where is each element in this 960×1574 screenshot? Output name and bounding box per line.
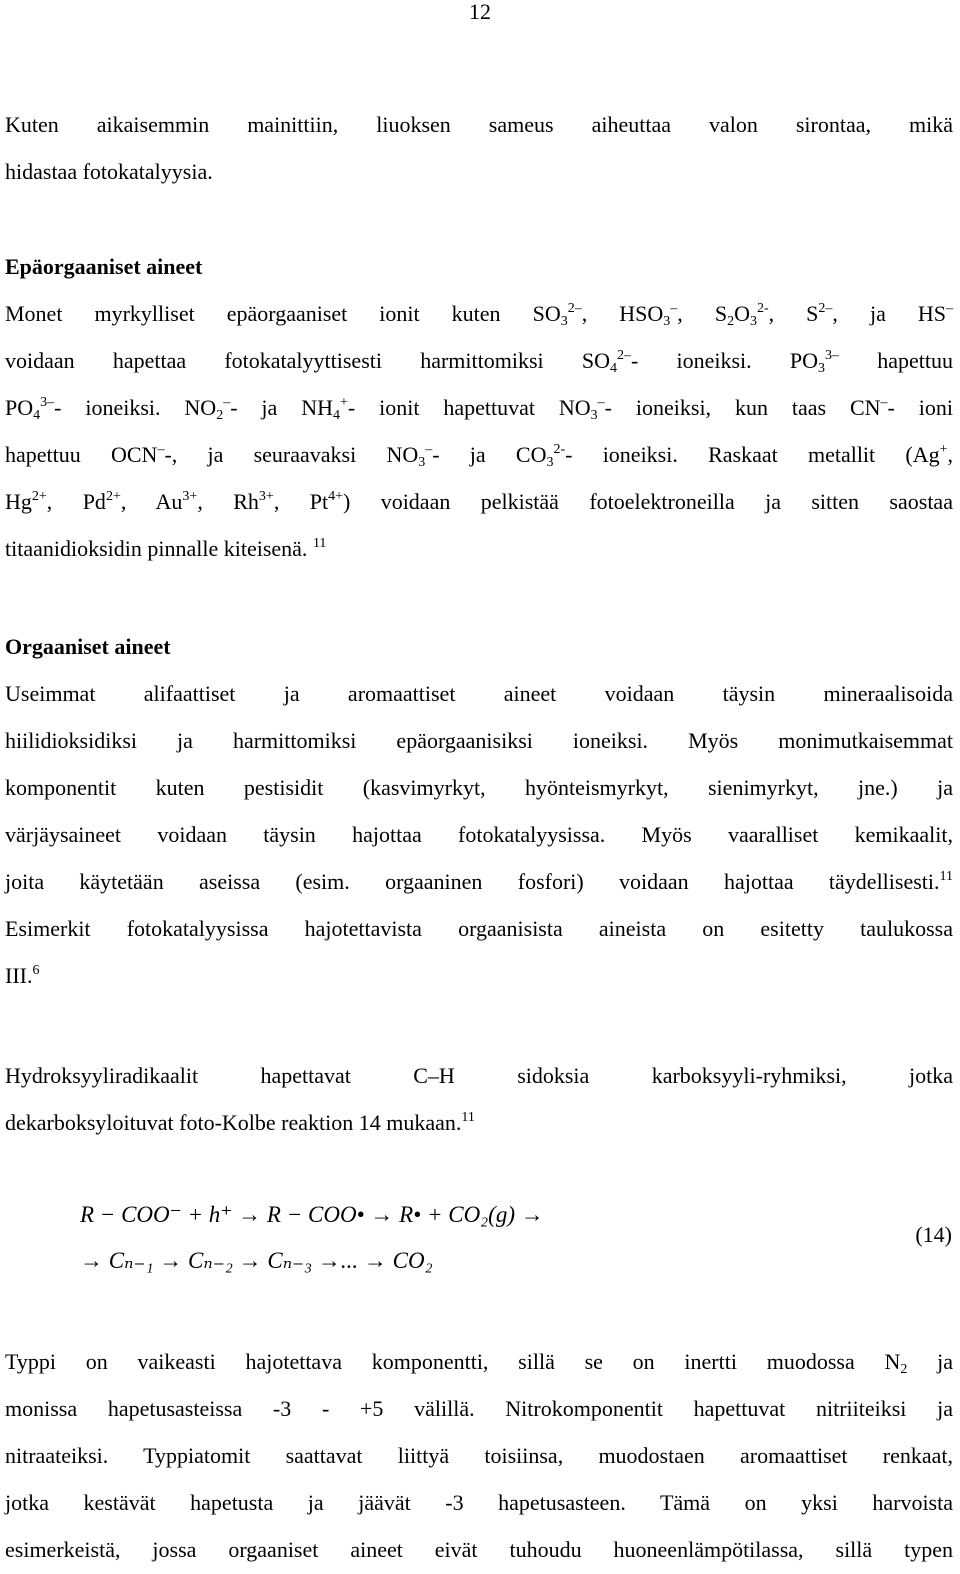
inorganic-heading: Epäorgaaniset aineet [5, 254, 203, 279]
text-run: , Au [120, 489, 183, 514]
reference-number: 6 [32, 963, 40, 978]
text-run: joita käytetään aseissa (esim. orgaaninen fosfori) voidaan hajottaa täydellisesti. [5, 869, 940, 894]
intro-line-2: hidastaa fotokatalyysia. [5, 159, 213, 184]
organic-line-1: Useimmat alifaattiset ja aromaattiset aineet voidaan täysin mineraalisoida [5, 681, 953, 706]
nitrogen-paragraph [5, 1338, 953, 1573]
text-run: voidaan hapettaa fotokatalyyttisesti harmittomiksi SO [5, 348, 610, 373]
inorganic-section [5, 243, 953, 572]
text-run: , S [768, 301, 819, 326]
text-run: Hg [5, 489, 32, 514]
text-run: - ioneiksi, kun taas CN [604, 395, 881, 420]
hydroxyl-line-1: Hydroksyyliradikaalit hapettavat C–H sidoksia karboksyyli-ryhmiksi, jotka [5, 1063, 953, 1088]
hydroxyl-line-2 [5, 1099, 953, 1146]
text-run: - ioneiksi. NO [54, 395, 217, 420]
text-run: , Rh [197, 489, 259, 514]
text-run: ) voidaan pelkistää fotoelektroneilla ja sitten saostaa [342, 489, 953, 514]
text-run: Typpi on vaikeasti hajotettava komponentti, sillä se on inertti muodossa N [5, 1349, 901, 1374]
equation-line-1: R − COO⁻ + h⁺ → R − COO• → R• + CO₂(g) → [80, 1202, 544, 1227]
text-run: III. [5, 963, 33, 988]
text-run: hapettuu [839, 348, 953, 373]
nitrogen-line-2: monissa hapetusasteissa -3 - +5 välillä. Nitrokomponentit hapettuvat nitriiteiksi ja [5, 1396, 953, 1421]
organic-section [5, 623, 953, 999]
text-run: ja [907, 1349, 953, 1374]
reference-number: 11 [312, 536, 327, 551]
text-run: - ioni [887, 395, 953, 420]
text-run: - ioneiksi. PO [630, 348, 819, 373]
hydroxyl-paragraph [5, 1052, 953, 1146]
inorganic-line-1: Monet myrkylliset epäorgaaniset ionit kuten $SO_3^{2-}$, $HSO_3^-$, $S_2O_3^{2-}$, $S^{2-}$, ja HS– [5, 301, 953, 329]
text-run: dekarboksyloituvat foto-Kolbe reaktion 14 mukaan. [5, 1110, 462, 1135]
text-run: , Pt [273, 489, 329, 514]
intro-paragraph [5, 101, 953, 195]
nitrogen-line-3: nitraateiksi. Typpiatomit saattavat liittyä toisiinsa, muodostaen aromaattiset renkaat, [5, 1443, 953, 1468]
inorganic-line-2: voidaan hapettaa fotokatalyyttisesti harmittomiksi $SO_4^{2-}-$ ioneiksi. $PO_3^{3-}$ hapettuu [5, 348, 953, 376]
organic-line-5 [5, 858, 953, 905]
text-run: , S [677, 301, 728, 326]
organic-heading: Orgaaniset aineet [5, 634, 171, 659]
text-run: -, ja seuraavaksi NO [164, 442, 419, 467]
text-run: - ioneiksi. Raskaat metallit (Ag [565, 442, 940, 467]
nitrogen-line-1: Typpi on vaikeasti hajotettava komponentti, sillä se on inertti muodossa $N_2$ ja [5, 1349, 953, 1377]
intro-line-1: Kuten aikaisemmin mainittiin, liuoksen sameus aiheuttaa valon sirontaa, mikä [5, 112, 953, 137]
nitrogen-line-5: esimerkeistä, jossa orgaaniset aineet eivät tuhoudu huoneenlämpötilassa, sillä typen [5, 1537, 953, 1562]
text-run: hapettuu OCN [5, 442, 158, 467]
text-run: Monet myrkylliset epäorgaaniset ionit kuten SO [5, 301, 561, 326]
organic-line-4: värjäysaineet voidaan täysin hajottaa fotokatalyysissa. Myös vaaralliset kemikaalit, [5, 822, 953, 847]
text-run: - ionit hapettuvat NO [347, 395, 591, 420]
inorganic-line-5: $Hg^{2+}$, $Pd^{2+}$, $Au^{3+}$, $Rh^{3+}$, $Pt^{4+}$) voidaan pelkistää fotoelektroneilla ja sitten saostaa [5, 489, 953, 514]
text-run: , ja HS [832, 301, 946, 326]
equation-14 [0, 1196, 960, 1296]
text-run: - ja NH [230, 395, 333, 420]
inorganic-line-3: $PO_4^{3-}-$ ioneiksi. $NO_2^--$ ja $NH_4^+-$ ionit hapettuvat $NO_3^--$ ioneiksi, kun taas CN–- ioni [5, 395, 953, 423]
organic-line-7 [5, 952, 953, 999]
organic-line-3: komponentit kuten pestisidit (kasvimyrkyt, hyönteismyrkyt, sienimyrkyt, jne.) ja [5, 775, 953, 800]
inorganic-line-4: hapettuu OCN–-, ja seuraavaksi $NO_3^--$ ja $CO_3^{2-}-$ ioneiksi. Raskaat metallit (Ag+, [5, 442, 954, 470]
reference-number: 11 [461, 1110, 475, 1125]
equation-number: (14) [915, 1222, 952, 1247]
page-number: 12 [469, 0, 491, 24]
organic-line-6: Esimerkit fotokatalyysissa hajotettavista orgaanisista aineista on esitetty taulukossa [5, 916, 953, 941]
text-run: - ja CO [432, 442, 547, 467]
inorganic-line-6 [5, 525, 953, 572]
text-run: , Pd [46, 489, 106, 514]
text-run: titaanidioksidin pinnalle kiteisenä. [5, 536, 308, 561]
text-run: O [734, 301, 750, 326]
equation-line-2: → Cₙ₋₁ → Cₙ₋₂ → Cₙ₋₃ →... → CO₂ [80, 1248, 433, 1273]
text-run: PO [5, 395, 34, 420]
text-run: , HSO [581, 301, 664, 326]
nitrogen-line-4: jotka kestävät hapetusta ja jäävät -3 hapetusasteen. Tämä on yksi harvoista [5, 1490, 953, 1515]
reference-number: 11 [939, 869, 953, 884]
text-run: , [947, 442, 954, 467]
organic-line-2: hiilidioksidiksi ja harmittomiksi epäorgaanisiksi ioneiksi. Myös monimutkaisemmat [5, 728, 953, 753]
